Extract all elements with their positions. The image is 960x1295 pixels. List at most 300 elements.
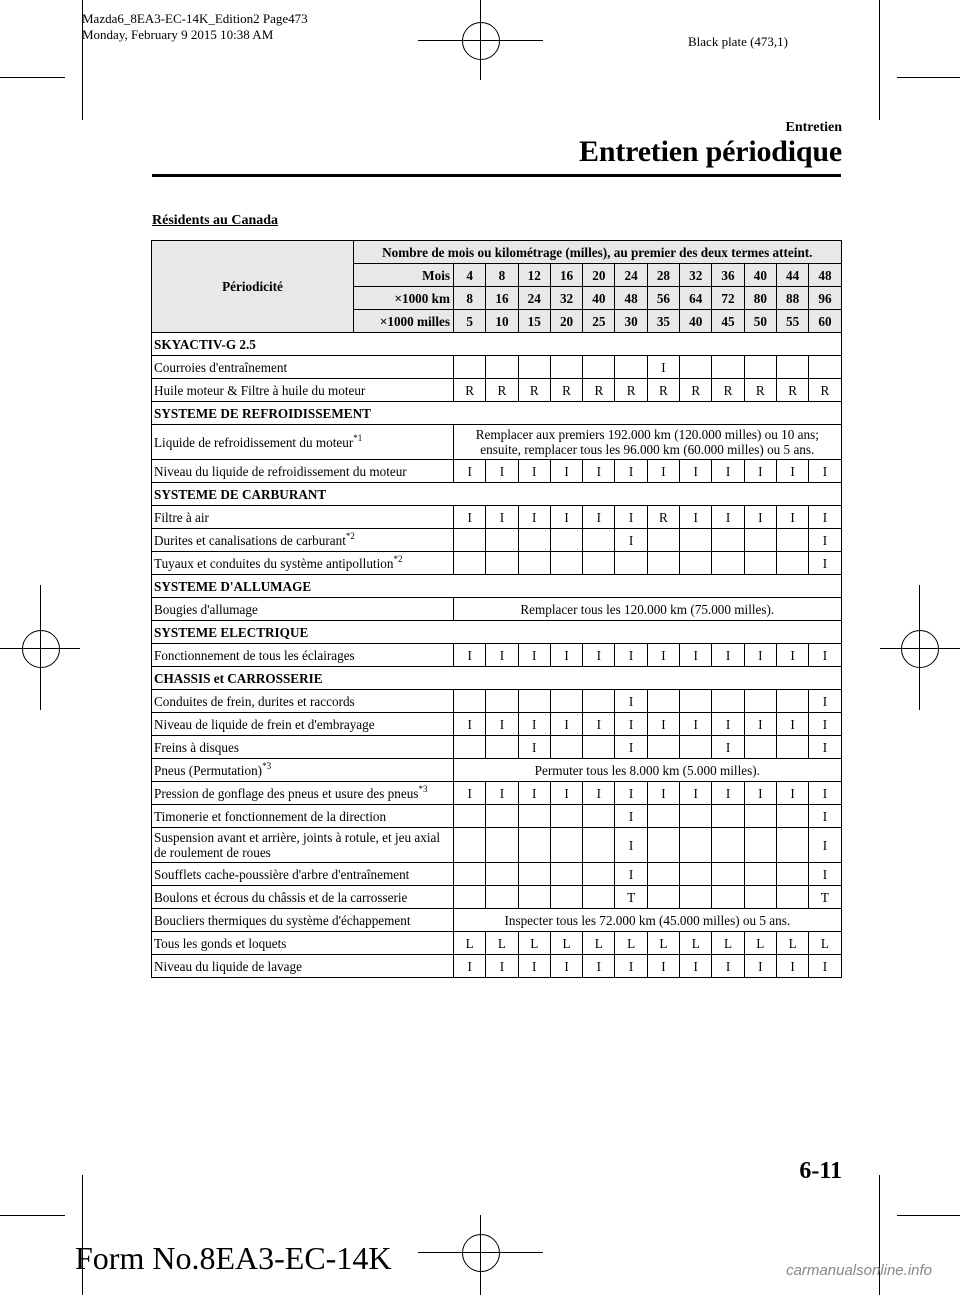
schedule-cell <box>518 356 550 379</box>
schedule-cell: I <box>680 782 712 805</box>
section-label: SKYACTIV-G 2.5 <box>152 333 842 356</box>
schedule-cell: I <box>583 955 615 978</box>
interval-value: 80 <box>744 287 776 310</box>
footnote-ref: *2 <box>393 553 403 564</box>
schedule-cell <box>647 828 679 863</box>
interval-value: 35 <box>647 310 679 333</box>
schedule-cell: R <box>647 379 679 402</box>
table-row <box>152 506 842 529</box>
table-row <box>152 460 842 483</box>
interval-value: 40 <box>744 264 776 287</box>
schedule-cell: L <box>680 932 712 955</box>
interval-value: 56 <box>647 287 679 310</box>
interval-value: 60 <box>809 310 841 333</box>
schedule-cell: I <box>809 782 841 805</box>
footnote-ref: *3 <box>418 783 428 794</box>
section-row <box>152 575 842 598</box>
table-row <box>152 644 842 667</box>
title-rule <box>152 174 841 177</box>
item-label <box>152 713 454 736</box>
schedule-cell: I <box>809 805 841 828</box>
schedule-cell: I <box>615 955 647 978</box>
schedule-cell: I <box>744 460 776 483</box>
item-label-text: Durites et canalisations de carburant <box>154 532 346 548</box>
interval-value: 5 <box>454 310 486 333</box>
maintenance-table <box>151 240 842 978</box>
schedule-cell <box>712 356 744 379</box>
schedule-cell: L <box>647 932 679 955</box>
schedule-cell: I <box>518 955 550 978</box>
schedule-cell <box>712 863 744 886</box>
schedule-cell <box>583 886 615 909</box>
schedule-cell: I <box>712 736 744 759</box>
schedule-cell: I <box>647 782 679 805</box>
item-label-text: Courroies d'entraînement <box>154 359 288 375</box>
schedule-cell: I <box>615 690 647 713</box>
schedule-cell <box>486 529 518 552</box>
schedule-cell: I <box>615 644 647 667</box>
item-label <box>152 955 454 978</box>
schedule-cell: I <box>486 460 518 483</box>
item-label <box>152 782 454 805</box>
schedule-cell: R <box>647 506 679 529</box>
item-label-text: Pression de gonflage des pneus et usure des pneus <box>154 785 419 801</box>
schedule-cell <box>680 690 712 713</box>
schedule-cell: I <box>712 955 744 978</box>
schedule-cell <box>647 805 679 828</box>
schedule-cell: I <box>615 805 647 828</box>
schedule-cell: R <box>518 379 550 402</box>
schedule-cell: I <box>454 782 486 805</box>
schedule-cell <box>486 805 518 828</box>
schedule-cell <box>809 356 841 379</box>
table-row <box>152 909 842 932</box>
schedule-cell <box>454 529 486 552</box>
footnote-ref: *1 <box>353 432 363 443</box>
item-label-text: Niveau de liquide de frein et d'embrayage <box>154 716 375 732</box>
schedule-cell <box>454 886 486 909</box>
schedule-cell: L <box>518 932 550 955</box>
interval-value: 45 <box>712 310 744 333</box>
schedule-cell <box>550 356 582 379</box>
schedule-cell <box>550 736 582 759</box>
schedule-cell: I <box>486 955 518 978</box>
schedule-cell: I <box>647 644 679 667</box>
schedule-cell <box>744 552 776 575</box>
table-row <box>152 598 842 621</box>
schedule-cell: I <box>583 782 615 805</box>
schedule-cell <box>776 886 808 909</box>
schedule-cell <box>486 828 518 863</box>
schedule-cell <box>583 529 615 552</box>
crop-mark <box>0 77 65 78</box>
schedule-cell: R <box>744 379 776 402</box>
registration-mark <box>462 1234 500 1272</box>
schedule-cell <box>583 863 615 886</box>
interval-value: 96 <box>809 287 841 310</box>
interval-value: 10 <box>486 310 518 333</box>
interval-value: 20 <box>583 264 615 287</box>
item-label <box>152 425 454 460</box>
interval-value: 28 <box>647 264 679 287</box>
schedule-cell: I <box>615 736 647 759</box>
table-row <box>152 529 842 552</box>
schedule-cell: L <box>486 932 518 955</box>
schedule-cell: I <box>680 460 712 483</box>
schedule-cell: R <box>712 379 744 402</box>
schedule-cell: L <box>615 932 647 955</box>
item-label <box>152 736 454 759</box>
interval-value: 30 <box>615 310 647 333</box>
schedule-cell: L <box>583 932 615 955</box>
schedule-cell: I <box>712 782 744 805</box>
section-label: SYSTEME D'ALLUMAGE <box>152 575 842 598</box>
periodicite-header: Périodicité <box>152 241 354 333</box>
schedule-cell: R <box>809 379 841 402</box>
item-label <box>152 356 454 379</box>
interval-value: 88 <box>776 287 808 310</box>
schedule-cell: I <box>776 644 808 667</box>
schedule-cell: I <box>550 460 582 483</box>
schedule-cell <box>744 886 776 909</box>
schedule-cell: R <box>583 379 615 402</box>
table-row <box>152 805 842 828</box>
schedule-cell: I <box>744 782 776 805</box>
schedule-cell <box>486 886 518 909</box>
schedule-cell: I <box>583 644 615 667</box>
table-header-row <box>152 241 842 264</box>
schedule-cell <box>680 828 712 863</box>
schedule-cell <box>647 690 679 713</box>
section-label: CHASSIS et CARROSSERIE <box>152 667 842 690</box>
schedule-cell: I <box>647 460 679 483</box>
table-row <box>152 736 842 759</box>
schedule-cell: I <box>454 955 486 978</box>
table-row <box>152 782 842 805</box>
schedule-cell <box>744 805 776 828</box>
schedule-cell <box>712 529 744 552</box>
interval-value: 36 <box>712 264 744 287</box>
interval-value: 48 <box>615 287 647 310</box>
form-number: Form No.8EA3-EC-14K <box>75 1240 392 1276</box>
item-label-text: Boucliers thermiques du système d'échappement <box>154 912 411 928</box>
item-label <box>152 828 454 863</box>
schedule-cell: I <box>776 955 808 978</box>
print-meta <box>82 11 308 43</box>
schedule-cell: I <box>615 529 647 552</box>
item-label <box>152 379 454 402</box>
schedule-cell: I <box>454 506 486 529</box>
schedule-cell <box>744 863 776 886</box>
schedule-cell: T <box>615 886 647 909</box>
schedule-cell: I <box>712 460 744 483</box>
schedule-cell: I <box>518 460 550 483</box>
interval-note: Inspecter tous les 72.000 km (45.000 milles) ou 5 ans. <box>454 909 842 932</box>
schedule-cell: I <box>680 644 712 667</box>
item-label-text: Niveau du liquide de lavage <box>154 958 302 974</box>
item-label <box>152 886 454 909</box>
table-row <box>152 425 842 460</box>
schedule-cell: I <box>583 506 615 529</box>
interval-value: 48 <box>809 264 841 287</box>
schedule-cell: I <box>744 955 776 978</box>
schedule-cell <box>680 736 712 759</box>
schedule-cell <box>454 356 486 379</box>
schedule-cell <box>583 552 615 575</box>
schedule-cell: I <box>744 713 776 736</box>
schedule-cell: I <box>712 506 744 529</box>
schedule-cell: I <box>776 782 808 805</box>
interval-value: 15 <box>518 310 550 333</box>
schedule-cell: R <box>486 379 518 402</box>
schedule-cell: R <box>776 379 808 402</box>
schedule-cell <box>680 529 712 552</box>
schedule-cell <box>712 828 744 863</box>
interval-unit-label: ×1000 milles <box>354 310 454 333</box>
schedule-cell <box>776 805 808 828</box>
interval-value: 16 <box>486 287 518 310</box>
item-label-text: Soufflets cache-poussière d'arbre d'entraînement <box>154 866 410 882</box>
schedule-cell: I <box>486 644 518 667</box>
crop-mark <box>897 1215 960 1216</box>
interval-value: 20 <box>550 310 582 333</box>
item-label-text: Pneus (Permutation) <box>154 762 263 778</box>
interval-note: Remplacer aux premiers 192.000 km (120.000 milles) ou 10 ans; ensuite, remplacer tous les 96.000 km (60.000 milles) ou 5 ans. <box>454 425 842 460</box>
item-label <box>152 805 454 828</box>
item-label-text: Conduites de frein, durites et raccords <box>154 693 355 709</box>
item-label-text: Suspension avant et arrière, joints à rotule, et jeu axial de roulement de roues <box>154 830 441 860</box>
schedule-cell: I <box>809 644 841 667</box>
section-label: SYSTEME ELECTRIQUE <box>152 621 842 644</box>
registration-mark <box>462 22 500 60</box>
schedule-cell <box>518 529 550 552</box>
schedule-cell <box>680 863 712 886</box>
schedule-cell <box>647 552 679 575</box>
schedule-cell: I <box>518 506 550 529</box>
schedule-cell: R <box>550 379 582 402</box>
schedule-cell: I <box>776 713 808 736</box>
schedule-cell <box>454 805 486 828</box>
item-label-text: Niveau du liquide de refroidissement du moteur <box>154 463 407 479</box>
item-label-text: Huile moteur & Filtre à huile du moteur <box>154 382 366 398</box>
schedule-cell: I <box>680 713 712 736</box>
schedule-cell: I <box>486 506 518 529</box>
schedule-cell: I <box>486 713 518 736</box>
interval-value: 40 <box>680 310 712 333</box>
schedule-cell: I <box>809 713 841 736</box>
schedule-cell <box>680 356 712 379</box>
schedule-cell: I <box>583 713 615 736</box>
schedule-cell <box>454 690 486 713</box>
schedule-cell: I <box>809 955 841 978</box>
interval-value: 16 <box>550 264 582 287</box>
schedule-cell: I <box>550 955 582 978</box>
interval-value: 72 <box>712 287 744 310</box>
interval-value: 25 <box>583 310 615 333</box>
schedule-cell: I <box>454 644 486 667</box>
schedule-cell <box>518 690 550 713</box>
schedule-cell <box>680 805 712 828</box>
schedule-cell: I <box>809 552 841 575</box>
schedule-cell <box>647 529 679 552</box>
print-meta-line2: Monday, February 9 2015 10:38 AM <box>82 27 274 42</box>
schedule-cell <box>744 356 776 379</box>
schedule-cell <box>550 828 582 863</box>
schedule-cell: T <box>809 886 841 909</box>
schedule-cell <box>776 736 808 759</box>
schedule-cell <box>712 552 744 575</box>
schedule-cell: L <box>550 932 582 955</box>
interval-value: 12 <box>518 264 550 287</box>
schedule-cell <box>518 886 550 909</box>
item-label <box>152 460 454 483</box>
registration-mark <box>22 630 60 668</box>
footnote-ref: *2 <box>345 530 355 541</box>
schedule-cell <box>550 552 582 575</box>
schedule-cell: I <box>615 713 647 736</box>
item-label <box>152 690 454 713</box>
schedule-cell: I <box>518 713 550 736</box>
schedule-cell <box>712 886 744 909</box>
schedule-cell <box>518 552 550 575</box>
schedule-cell: I <box>583 460 615 483</box>
schedule-cell <box>486 356 518 379</box>
crop-mark <box>82 1175 83 1295</box>
schedule-cell <box>647 736 679 759</box>
section-row <box>152 333 842 356</box>
schedule-cell: R <box>680 379 712 402</box>
section-row <box>152 621 842 644</box>
schedule-cell: R <box>615 379 647 402</box>
interval-value: 24 <box>615 264 647 287</box>
item-label-text: Filtre à air <box>154 509 209 525</box>
schedule-cell <box>776 552 808 575</box>
schedule-cell <box>486 552 518 575</box>
interval-note: Remplacer tous les 120.000 km (75.000 milles). <box>454 598 842 621</box>
schedule-cell <box>744 828 776 863</box>
schedule-cell <box>776 690 808 713</box>
table-row <box>152 886 842 909</box>
item-label <box>152 529 454 552</box>
schedule-cell <box>776 863 808 886</box>
page-number: 6-11 <box>799 1158 842 1184</box>
schedule-cell <box>680 886 712 909</box>
schedule-cell <box>486 863 518 886</box>
schedule-cell <box>518 805 550 828</box>
interval-note: Permuter tous les 8.000 km (5.000 milles). <box>454 759 842 782</box>
schedule-cell <box>518 863 550 886</box>
schedule-cell <box>454 863 486 886</box>
schedule-cell <box>615 356 647 379</box>
schedule-cell <box>550 805 582 828</box>
interval-value: 24 <box>518 287 550 310</box>
item-label-text: Boulons et écrous du châssis et de la carrosserie <box>154 889 408 905</box>
schedule-cell: I <box>809 529 841 552</box>
schedule-cell: I <box>615 782 647 805</box>
schedule-cell <box>680 552 712 575</box>
schedule-cell <box>583 690 615 713</box>
table-row <box>152 356 842 379</box>
section-label: SYSTEME DE CARBURANT <box>152 483 842 506</box>
print-meta-line1: Mazda6_8EA3-EC-14K_Edition2 Page473 <box>82 11 308 26</box>
schedule-cell <box>776 529 808 552</box>
item-label-text: Tuyaux et conduites du système antipollution <box>154 555 394 571</box>
section-row <box>152 402 842 425</box>
interval-value: 4 <box>454 264 486 287</box>
section-row <box>152 667 842 690</box>
schedule-cell: I <box>647 713 679 736</box>
schedule-cell: I <box>550 506 582 529</box>
table-row <box>152 690 842 713</box>
interval-value: 40 <box>583 287 615 310</box>
interval-value: 32 <box>680 264 712 287</box>
schedule-cell <box>647 886 679 909</box>
interval-value: 50 <box>744 310 776 333</box>
item-label-text: Liquide de refroidissement du moteur <box>154 434 354 450</box>
schedule-cell: I <box>744 644 776 667</box>
schedule-cell: I <box>454 713 486 736</box>
table-row <box>152 863 842 886</box>
schedule-cell: I <box>809 736 841 759</box>
section-row <box>152 483 842 506</box>
schedule-cell <box>583 736 615 759</box>
interval-header: Nombre de mois ou kilométrage (milles), au premier des deux termes atteint. <box>354 241 842 264</box>
table-row <box>152 828 842 863</box>
table-row <box>152 379 842 402</box>
item-label <box>152 644 454 667</box>
table-row <box>152 552 842 575</box>
schedule-cell: I <box>809 828 841 863</box>
schedule-cell: I <box>647 955 679 978</box>
schedule-cell <box>550 863 582 886</box>
schedule-cell: I <box>744 506 776 529</box>
schedule-cell: I <box>680 955 712 978</box>
schedule-cell: I <box>615 460 647 483</box>
item-label-text: Fonctionnement de tous les éclairages <box>154 647 355 663</box>
interval-value: 64 <box>680 287 712 310</box>
watermark: carmanualsonline.info <box>786 1262 932 1279</box>
schedule-cell: I <box>550 782 582 805</box>
schedule-cell <box>583 356 615 379</box>
schedule-cell <box>583 828 615 863</box>
table-row <box>152 955 842 978</box>
schedule-cell <box>712 690 744 713</box>
schedule-cell <box>744 690 776 713</box>
schedule-cell: I <box>712 713 744 736</box>
schedule-cell <box>486 736 518 759</box>
schedule-cell <box>615 552 647 575</box>
interval-value: 32 <box>550 287 582 310</box>
item-label-text: Tous les gonds et loquets <box>154 935 287 951</box>
schedule-cell: I <box>809 690 841 713</box>
schedule-cell: I <box>712 644 744 667</box>
crop-mark <box>879 0 880 120</box>
schedule-cell: I <box>680 506 712 529</box>
schedule-cell <box>647 863 679 886</box>
interval-value: 8 <box>454 287 486 310</box>
page-title: Entretien périodique <box>579 135 842 168</box>
interval-value: 55 <box>776 310 808 333</box>
item-label <box>152 932 454 955</box>
table-row <box>152 932 842 955</box>
schedule-cell: I <box>809 460 841 483</box>
schedule-cell <box>776 356 808 379</box>
schedule-cell: R <box>454 379 486 402</box>
schedule-cell: I <box>518 736 550 759</box>
schedule-cell: L <box>809 932 841 955</box>
schedule-cell <box>550 690 582 713</box>
schedule-cell: I <box>647 356 679 379</box>
